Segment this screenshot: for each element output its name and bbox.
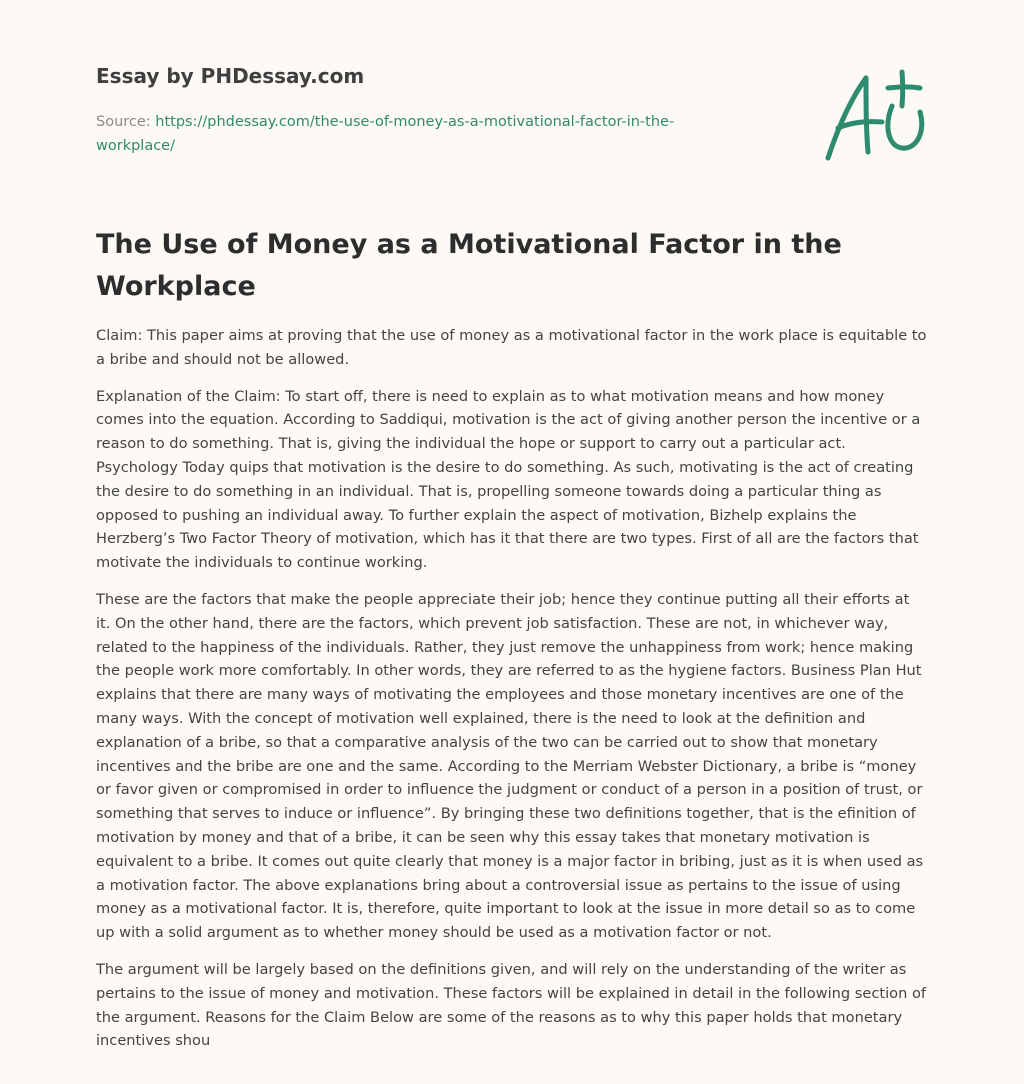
source-line [96,110,736,158]
essay-paragraph: Explanation of the Claim: To start off, there is need to explain as to what motivation means and how money comes into the equation. According to Saddiqui, motivation is the act of giving another person the incentive or a reason to do something. That is, giving the individual the hope or support to carry out a particular act. Psychology Today quips that motivation is the desire to do something. As such, motivating is the act of creating the desire to do something in an individual. That is, propelling someone towards doing a particular thing as opposed to pushing an individual away. To further explain the aspect of motivation, Bizhelp explains the Herzberg’s Two Factor Theory of motivation, which has it that there are two types. First of all are the factors that motivate the individuals to continue working. [96,387,921,572]
essay-paragraph: The argument will be largely based on the definitions given, and will rely on the understanding of the writer as pertains to the issue of money and motivation. These factors will be explained in detail in the following section of the argument. Reasons for the Claim Below are some of the reasons as to why this paper holds that monetary incentives shou [96,960,927,1050]
essay-title: The Use of Money as a Motivational Factor in the Workplace [96,229,842,302]
site-brand: Essay by PHDessay.com [96,64,365,88]
essay-header [96,62,736,158]
essay-paragraph: These are the factors that make the people appreciate their job; hence they continue putting all their efforts at it. On the other hand, there are the factors, which prevent job satisfaction. These are not, in whichever way, related to the happiness of the individuals. Rather, they just remove the unhappiness from work; hence making the people work more comfortably. In other words, they are referred to as the hygiene factors. Business Plan Hut explains that there are many ways of motivating the employees and those monetary incentives are one of the many ways. With the concept of motivation well explained, there is the need to look at the definition and explanation of a bribe, so that a comparative analysis of the two can be carried out to show that monetary incentives and the bribe are one and the same. According to the Merriam Webster Dictionary, a bribe is “money or favor given or compromised in order to influence the judgment or conduct of a person in a position of trust, or something that serves to induce or influence”. By bringing these two definitions together, that is the efinition of motivation by money and that of a bribe, it can be seen why this essay takes that monetary motivation is equivalent to a bribe. It comes out quite clearly that money is a major factor in bribing, just as it is when used as a motivation factor. The above explanations bring about a controversial issue as pertains to the issue of using money as a motivational factor. It is, therefore, quite important to look at the issue in more detail so as to come up with a solid argument as to whether money should be used as a motivation factor or not. [96,590,924,942]
essay-paragraph: Claim: This paper aims at proving that the use of money as a motivational factor in the work place is equitable to a bribe and should not be allowed. [96,327,927,368]
source-label: Source: [96,114,156,130]
essay-body [96,324,928,1066]
a-plus-logo-icon [816,66,928,166]
source-link[interactable]: https://phdessay.com/the-use-of-money-as-a-motivational-factor-in-the-workplace/ [96,114,675,154]
